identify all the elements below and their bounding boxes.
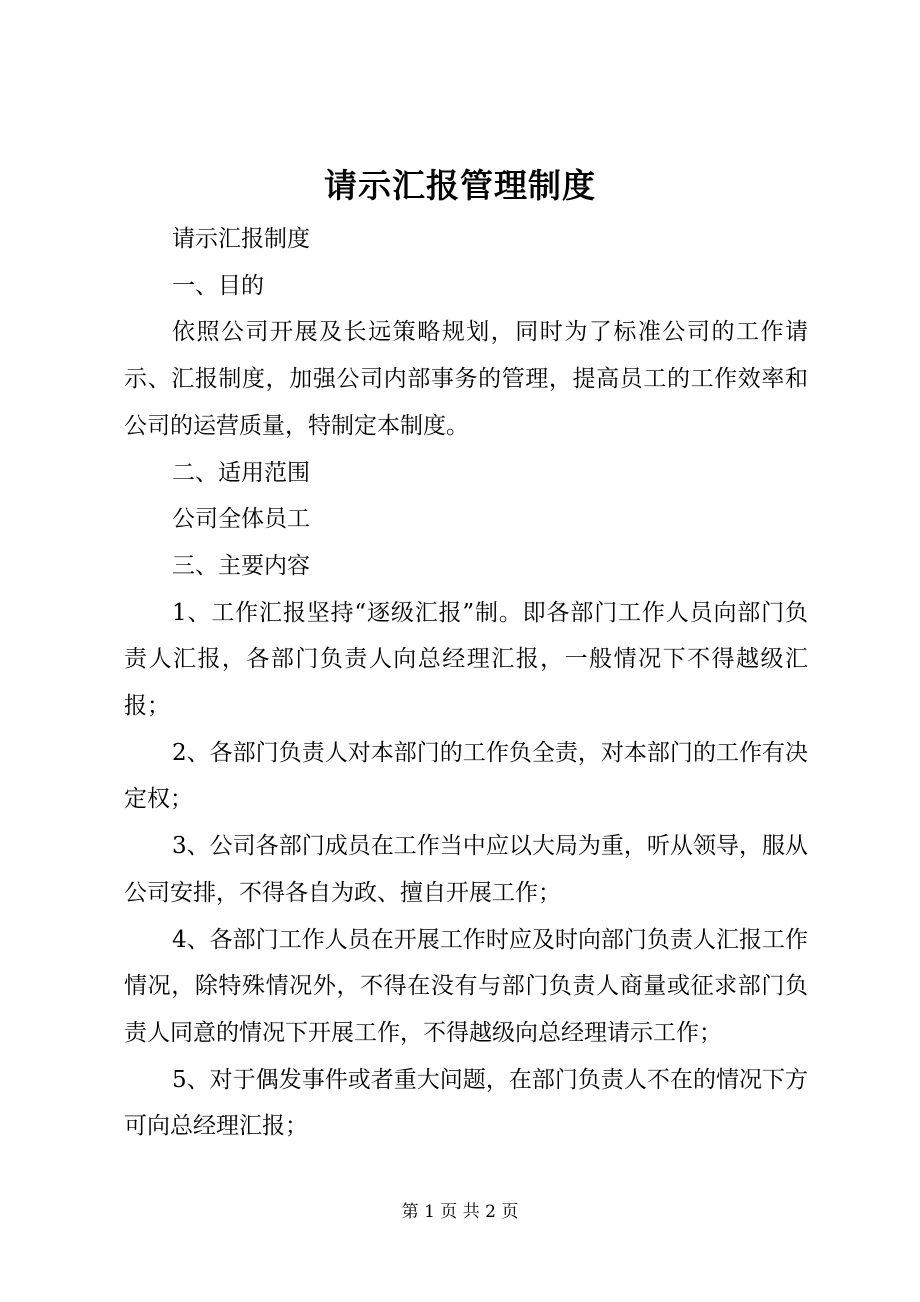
paragraph-item-4: 4、各部门工作人员在开展工作时应及时向部门负责人汇报工作情况，除特殊情况外，不得在没有与部门负责人商量或征求部门负责人同意的情况下开展工作，不得越级向总经理请示工作； [124,926,808,1046]
page-footer: 第 1 页 共 2 页 [401,1202,519,1222]
section-heading-purpose: 一、目的 [172,272,264,299]
document-body [124,216,808,1150]
section-heading-scope: 二、适用范围 [172,459,310,486]
paragraph-purpose: 依照公司开展及长远策略规划，同时为了标准公司的工作请示、汇报制度，加强公司内部事务的管理，提高员工的工作效率和公司的运营质量，特制定本制度。 [124,319,808,439]
paragraph-item-3: 3、公司各部门成员在工作当中应以大局为重，听从领导，服从公司安排，不得各自为政、擅自开展工作； [124,833,808,906]
paragraph-item-1: 1、工作汇报坚持“逐级汇报”制。即各部门工作人员向部门负责人汇报，各部门负责人向总经理汇报，一般情况下不得越级汇报； [124,599,808,720]
paragraph-scope: 公司全体员工 [172,506,310,533]
paragraph-item-2: 2、各部门负责人对本部门的工作负全责，对本部门的工作有决定权； [124,739,808,813]
paragraph-subtitle: 请示汇报制度 [172,226,310,252]
document-title: 请示汇报管理制度 [324,166,596,205]
paragraph-item-5: 5、对于偶发事件或者重大问题，在部门负责人不在的情况下方可向总经理汇报； [124,1066,808,1140]
section-heading-content: 三、主要内容 [172,552,310,579]
